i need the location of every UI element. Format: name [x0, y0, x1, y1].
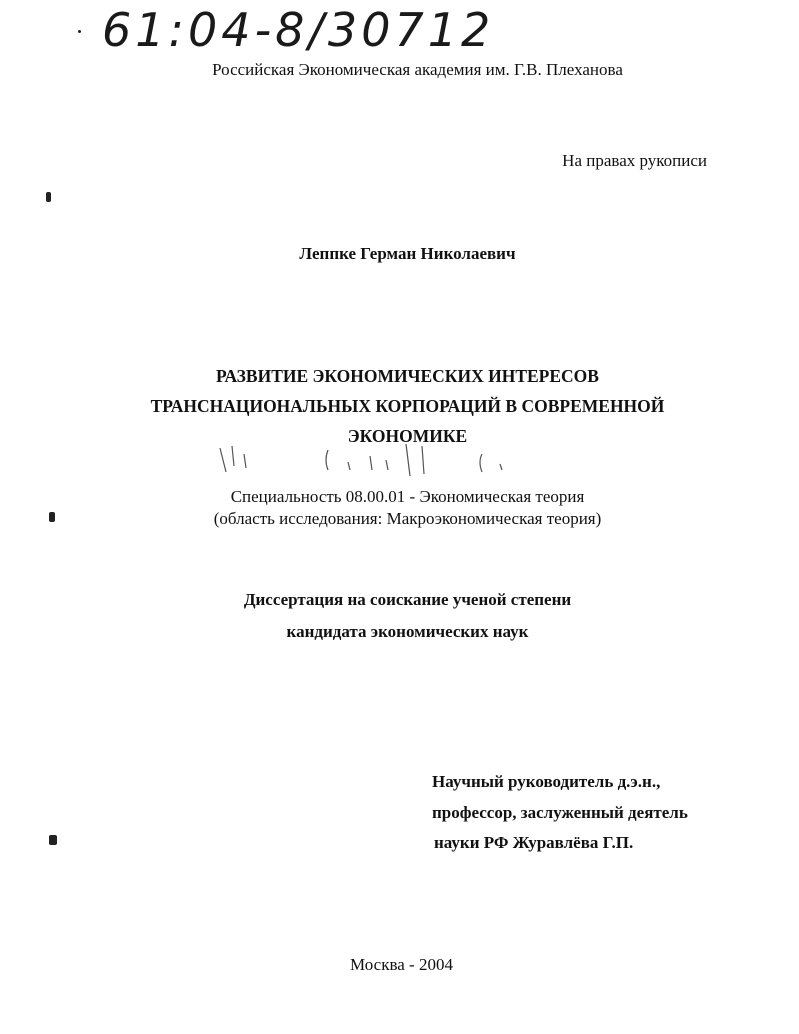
binding-hole-mark-bottom [49, 835, 57, 845]
rights-notice: На правах рукописи [562, 151, 707, 170]
title-line-1: РАЗВИТИЕ ЭКОНОМИЧЕСКИХ ИНТЕРЕСОВ [216, 366, 599, 386]
binding-hole-mark-middle [49, 512, 55, 522]
handwritten-registration-code [92, 0, 512, 58]
handwritten-code-text: 61:04-8/30712 [102, 3, 495, 57]
speck-mark [78, 30, 81, 33]
dissertation-line-1: Диссертация на соискание ученой степени [243, 590, 572, 609]
author-name: Леппке Герман Николаевич [299, 244, 516, 263]
institution-name: Российская Экономическая академия им. Г.В. Плеханова [212, 60, 623, 79]
title-line-3: ЭКОНОМИКЕ [347, 426, 468, 446]
advisor-line-3: науки РФ Журавлёва Г.П. [434, 833, 634, 852]
binding-hole-mark-top [46, 192, 51, 202]
dissertation-line-2: кандидата экономических наук [286, 622, 529, 641]
advisor-line-2: профессор, заслуженный деятель [432, 803, 688, 822]
specialty-line-1: Специальность 08.00.01 - Экономическая теория [230, 487, 585, 506]
specialty-line-2: (область исследования: Макроэкономическая теория) [213, 509, 602, 528]
title-line-2: ТРАНСНАЦИОНАЛЬНЫХ КОРПОРАЦИЙ В СОВРЕМЕННОЙ [150, 396, 665, 416]
faint-stamp-marks [210, 440, 530, 480]
city-year: Москва - 2004 [350, 955, 453, 974]
advisor-line-1: Научный руководитель д.э.н., [432, 772, 661, 791]
